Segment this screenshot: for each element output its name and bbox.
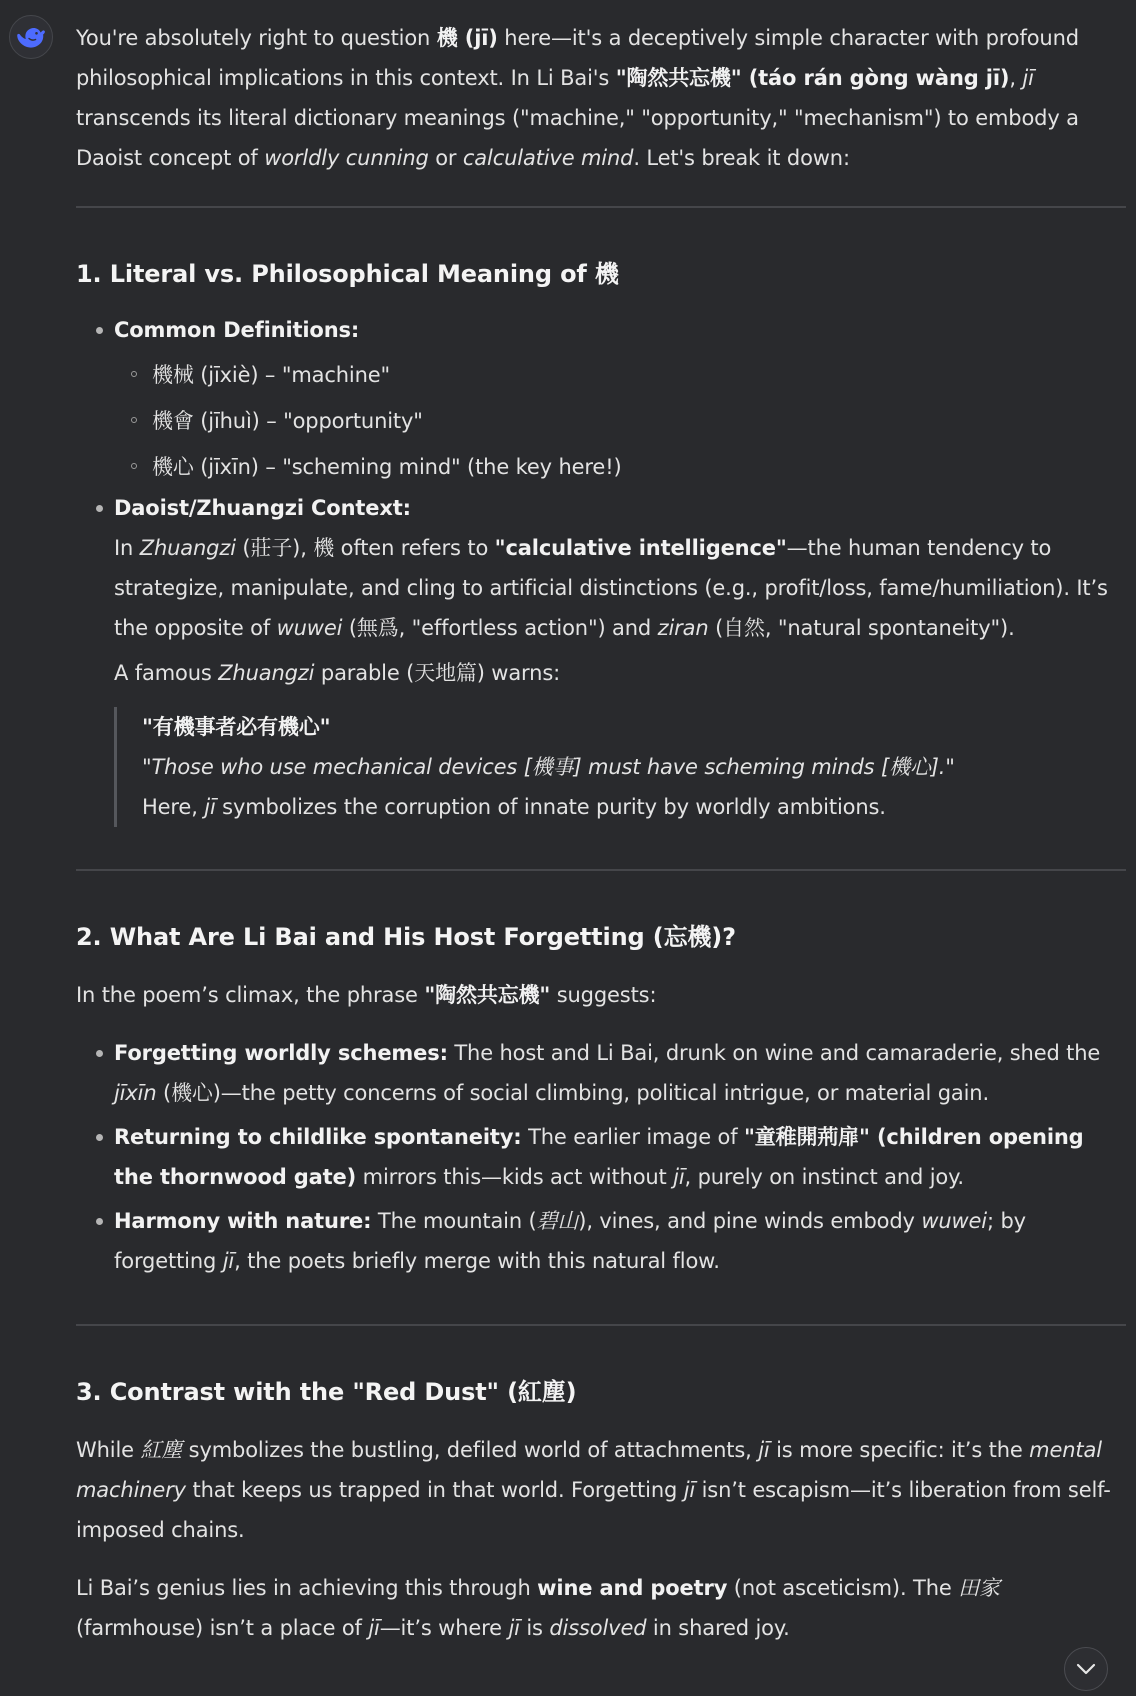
section-2-heading: 2. What Are Li Bai and His Host Forgetting (忘機)? (76, 923, 736, 951)
list-item (76, 488, 1126, 827)
list-item: 機心 (jīxīn) – "scheming mind" (the key here!) (114, 444, 1126, 490)
list-item: Returning to childlike spontaneity: The earlier image of "童稚開荊扉" (children opening the thornwood gate) mirrors this—kids act without jī, purely on instinct and joy. (76, 1117, 1126, 1197)
red-dust-paragraph: While 紅塵 symbolizes the bustling, defiled world of attachments, jī is more specific: it’s the mental machinery that keeps us trapped in that world. Forgetting jī isn’t escapism—it’s liberation from self-imposed chains. (76, 1438, 1111, 1542)
section-3-heading: 3. Contrast with the "Red Dust" (紅塵) (76, 1378, 577, 1406)
assistant-avatar (9, 15, 53, 59)
daoist-paragraph: In Zhuangzi (莊子), 機 often refers to "calculative intelligence"—the human tendency to strategize, manipulate, and cling to artificial distinctions (e.g., profit/loss, fame/humiliation). It’s the opposite of wuwei (無爲, "effortless action") and ziran (自然, "natural spontaneity"). (114, 536, 1108, 640)
daoist-context-label: Daoist/Zhuangzi Context: (114, 496, 411, 520)
list-item: Forgetting worldly schemes: The host and Li Bai, drunk on wine and camaraderie, shed the jīxīn (機心)—the petty concerns of social climbing, political intrigue, or material gain. (76, 1033, 1126, 1113)
section-2-list (76, 1033, 1126, 1281)
divider (76, 869, 1126, 871)
parable-quote (114, 707, 1126, 827)
assistant-message (76, 18, 1126, 1648)
definitions-sublist (114, 352, 1126, 490)
whale-logo-icon (16, 24, 46, 50)
section-2-lead: In the poem’s climax, the phrase "陶然共忘機" suggests: (76, 983, 657, 1007)
list-item (76, 310, 1126, 490)
section-1-heading: 1. Literal vs. Philosophical Meaning of 機 (76, 260, 619, 288)
chevron-down-icon (1076, 1663, 1096, 1675)
scroll-to-bottom-button[interactable] (1064, 1647, 1108, 1691)
list-item: Harmony with nature: The mountain (碧山), vines, and pine winds embody wuwei; by forgetting jī, the poets briefly merge with this natural flow. (76, 1201, 1126, 1281)
intro-paragraph: You're absolutely right to question 機 (jī) here—it's a deceptively simple character with profound philosophical implications in this context. In Li Bai's "陶然共忘機" (táo rán gòng wàng jī), jī transcends its literal dictionary meanings ("machine," "opportunity," "mechanism") to embody a Daoist concept of worldly cunning or calculative mind. Let's break it down: (76, 26, 1079, 170)
quote-translation: "Those who use mechanical devices [機事] must have scheming minds [機心]." (142, 755, 955, 779)
list-item: 機會 (jīhuì) – "opportunity" (114, 398, 1126, 444)
common-definitions-label: Common Definitions: (114, 318, 360, 342)
li-bai-genius-paragraph: Li Bai’s genius lies in achieving this through wine and poetry (not asceticism). The 田家 (farmhouse) isn’t a place of jī—it’s where jī is dissolved in shared joy. (76, 1576, 1000, 1640)
divider (76, 206, 1126, 208)
parable-intro: A famous Zhuangzi parable (天地篇) warns: (114, 661, 561, 685)
section-1-list (76, 310, 1126, 827)
quote-explanation: Here, jī symbolizes the corruption of innate purity by worldly ambitions. (142, 795, 886, 819)
divider (76, 1324, 1126, 1326)
list-item: 機械 (jīxiè) – "machine" (114, 352, 1126, 398)
quote-chinese: "有機事者必有機心" (142, 715, 331, 739)
